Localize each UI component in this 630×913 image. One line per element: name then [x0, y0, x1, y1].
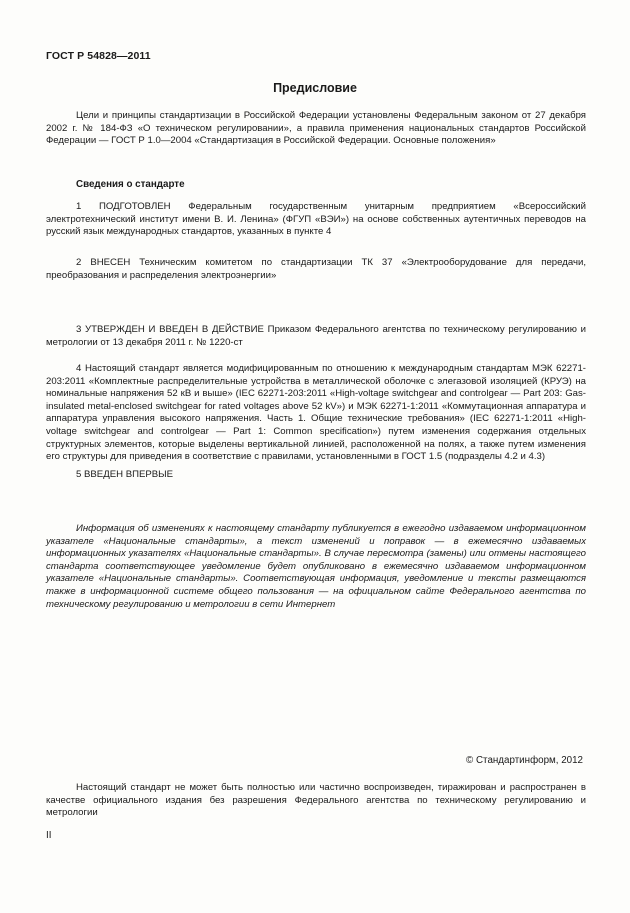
copyright-line: © Стандартинформ, 2012: [466, 755, 583, 766]
info-item-4: 4 Настоящий стандарт является модифицированным по отношению к международным стандартам МЭК 62271-203:2011 «Комплектные распределительные устройства в металлической оболочке с элегазовой изоляцией (КРУЭ) на номинальные напряжения 52 кВ и выше» (IEC 62271-203:2011 «High-voltage switchgear and controlgear — Part 203: Gas-insulated metal-enclosed switchgear for rated voltages above 52 kV») и МЭК 62271-1:2011 «Коммутационная аппаратура и аппаратура управления высокого напряжения. Часть 1. Общие технические требования» (IEC 62271-1:2011 «High-voltage switchgear and controlgear — Part 1: Common specification») путем изменения содержания отдельных структурных элементов, которые выделены вертикальной линией, расположенной на полях, а также путем изменения его структуры для приведения в соответствие с правилами, установленными в ГОСТ 1.5 (подразделы 4.2 и 4.3): [46, 363, 586, 463]
document-id: ГОСТ Р 54828—2011: [46, 50, 151, 62]
reproduction-notice: Настоящий стандарт не может быть полностью или частично воспроизведен, тиражирован и распространен в качестве официального издания без разрешения Федерального агентства по техническому регулированию и метрологии: [46, 782, 586, 819]
info-item-3: 3 УТВЕРЖДЕН И ВВЕДЕН В ДЕЙСТВИЕ Приказом Федерального агентства по техническому регулированию и метрологии от 13 декабря 2011 г. № 1220-ст: [46, 324, 586, 348]
standard-info-heading: Сведения о стандарте: [76, 179, 185, 190]
info-item-1: 1 ПОДГОТОВЛЕН Федеральным государственным унитарным предприятием «Всероссийский электротехнический институт имени В. И. Ленина» (ФГУП «ВЭИ») на основе собственных аутентичных переводов на русский язык международных стандартов, указанных в пункте 4: [46, 201, 586, 238]
page-number: II: [46, 830, 52, 841]
info-item-2: 2 ВНЕСЕН Техническим комитетом по стандартизации ТК 37 «Электрооборудование для передачи, преобразования и распределения электроэнергии»: [46, 257, 586, 281]
info-item-5: 5 ВВЕДЕН ВПЕРВЫЕ: [76, 469, 174, 480]
intro-paragraph: Цели и принципы стандартизации в Российской Федерации установлены Федеральным законом от 27 декабря 2002 г. № 184-ФЗ «О техническом регулировании», а правила применения национальных стандартов Российской Федерации — ГОСТ Р 1.0—2004 «Стандартизация в Российской Федерации. Основные положения»: [46, 110, 586, 147]
page-title: Предисловие: [273, 81, 357, 95]
changes-notice: Информация об изменениях к настоящему стандарту публикуется в ежегодно издаваемом информационном указателе «Национальные стандарты», а текст изменений и поправок — в ежемесячно издаваемых информационных указателях «Национальные стандарты». В случае пересмотра (замены) или отмены настоящего стандарта соответствующее уведомление будет опубликовано в ежемесячно издаваемом информационном указателе «Национальные стандарты». Соответствующая информация, уведомление и тексты размещаются также в информационной системе общего пользования — на официальном сайте Федерального агентства по техническому регулированию и метрологии в сети Интернет: [46, 523, 586, 610]
